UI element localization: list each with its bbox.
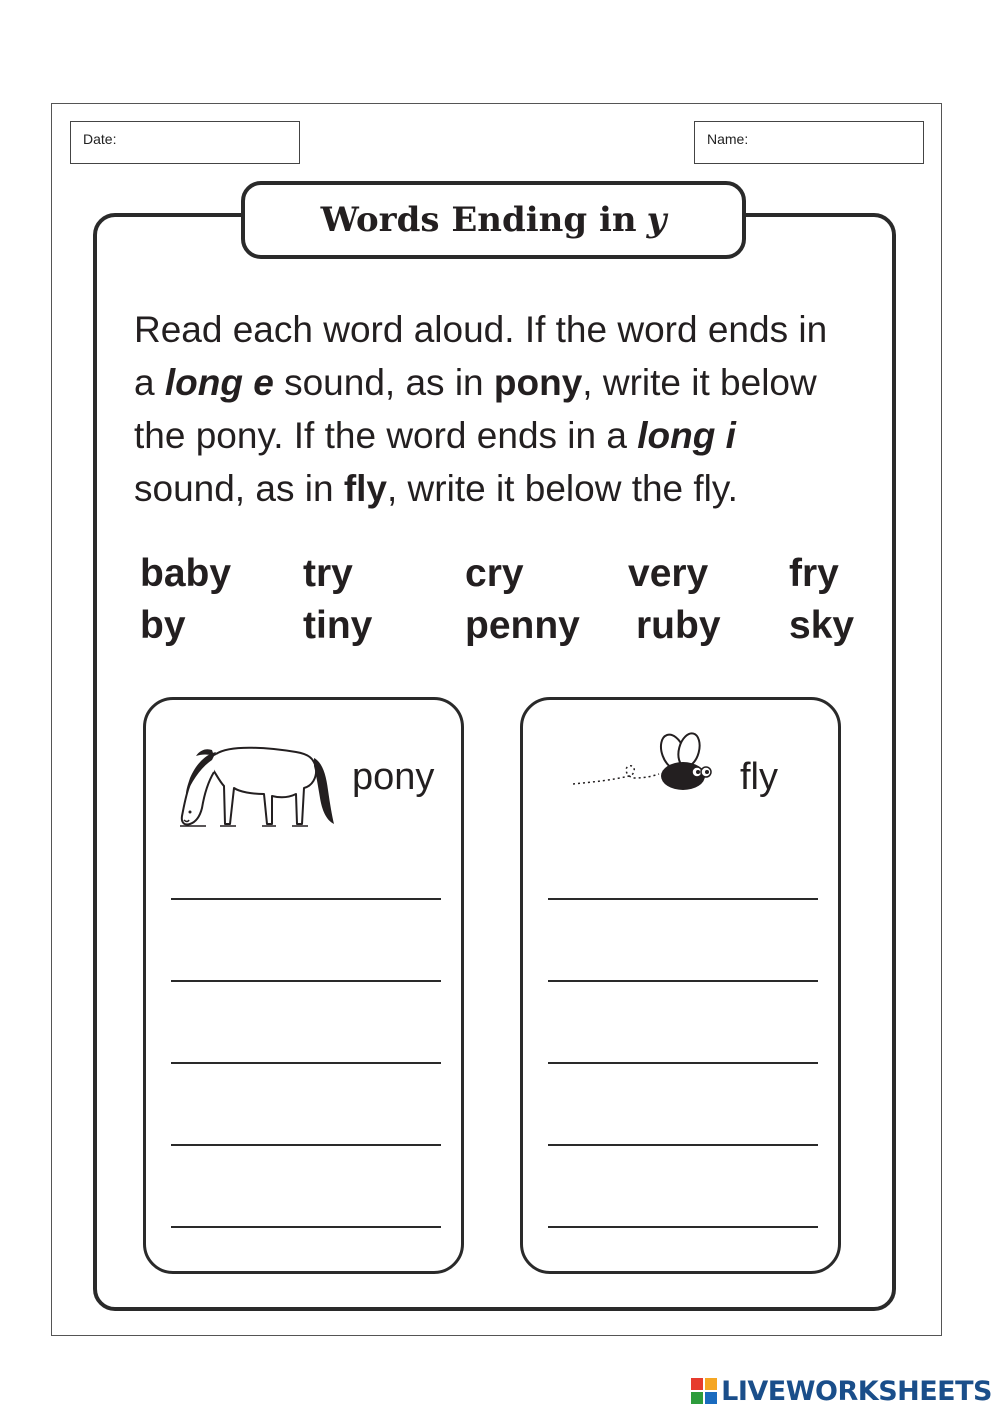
title-letter: y — [646, 200, 667, 240]
date-field[interactable] — [70, 121, 300, 164]
name-field[interactable] — [694, 121, 924, 164]
fly-label: fly — [740, 756, 778, 798]
horse-icon — [176, 724, 336, 836]
fly-card — [520, 697, 841, 1274]
fly-answer-line-2[interactable] — [548, 980, 818, 982]
word-bank-item: ruby — [636, 604, 721, 647]
worksheet-title — [241, 181, 746, 259]
date-label: Date: — [83, 131, 117, 147]
word-bank-item: very — [628, 552, 709, 595]
fly-answer-line-5[interactable] — [548, 1226, 818, 1228]
pony-answer-line-4[interactable] — [171, 1144, 441, 1146]
fly-answer-line-3[interactable] — [548, 1062, 818, 1064]
word-bank-item: cry — [465, 552, 524, 595]
pony-answer-line-1[interactable] — [171, 898, 441, 900]
pony-answer-line-2[interactable] — [171, 980, 441, 982]
logo-text: LIVEWORKSHEETS — [721, 1375, 992, 1407]
pony-emphasis: pony — [493, 362, 583, 403]
fly-answer-line-4[interactable] — [548, 1144, 818, 1146]
fly-emphasis: fly — [343, 468, 387, 509]
pony-card — [143, 697, 464, 1274]
instructions-line-2: a long e sound, as in pony, write it below — [134, 362, 817, 403]
pony-label: pony — [352, 756, 435, 798]
fly-answer-line-1[interactable] — [548, 898, 818, 900]
word-bank-item: baby — [140, 552, 232, 595]
word-bank-item: try — [303, 552, 353, 595]
pony-answer-line-5[interactable] — [171, 1226, 441, 1228]
long-i-emphasis: long i — [637, 415, 736, 456]
word-bank-item: sky — [789, 604, 855, 647]
word-bank-item: by — [140, 604, 186, 647]
fly-icon — [573, 726, 723, 806]
name-label: Name: — [707, 131, 749, 147]
instructions-line-3: the pony. If the word ends in a long i — [134, 415, 736, 456]
word-bank-item: tiny — [303, 604, 373, 647]
instructions — [134, 303, 879, 515]
instructions-line-1: Read each word aloud. If the word ends in — [134, 309, 828, 350]
word-bank-item: fry — [789, 552, 839, 595]
liveworksheets-logo-icon — [691, 1378, 717, 1404]
liveworksheets-logo — [691, 1375, 992, 1407]
title-text: Words Ending in — [320, 200, 637, 240]
long-e-emphasis: long e — [164, 362, 274, 403]
word-bank-item: penny — [465, 604, 580, 647]
pony-answer-line-3[interactable] — [171, 1062, 441, 1064]
instructions-line-4: sound, as in fly, write it below the fly. — [134, 468, 738, 509]
